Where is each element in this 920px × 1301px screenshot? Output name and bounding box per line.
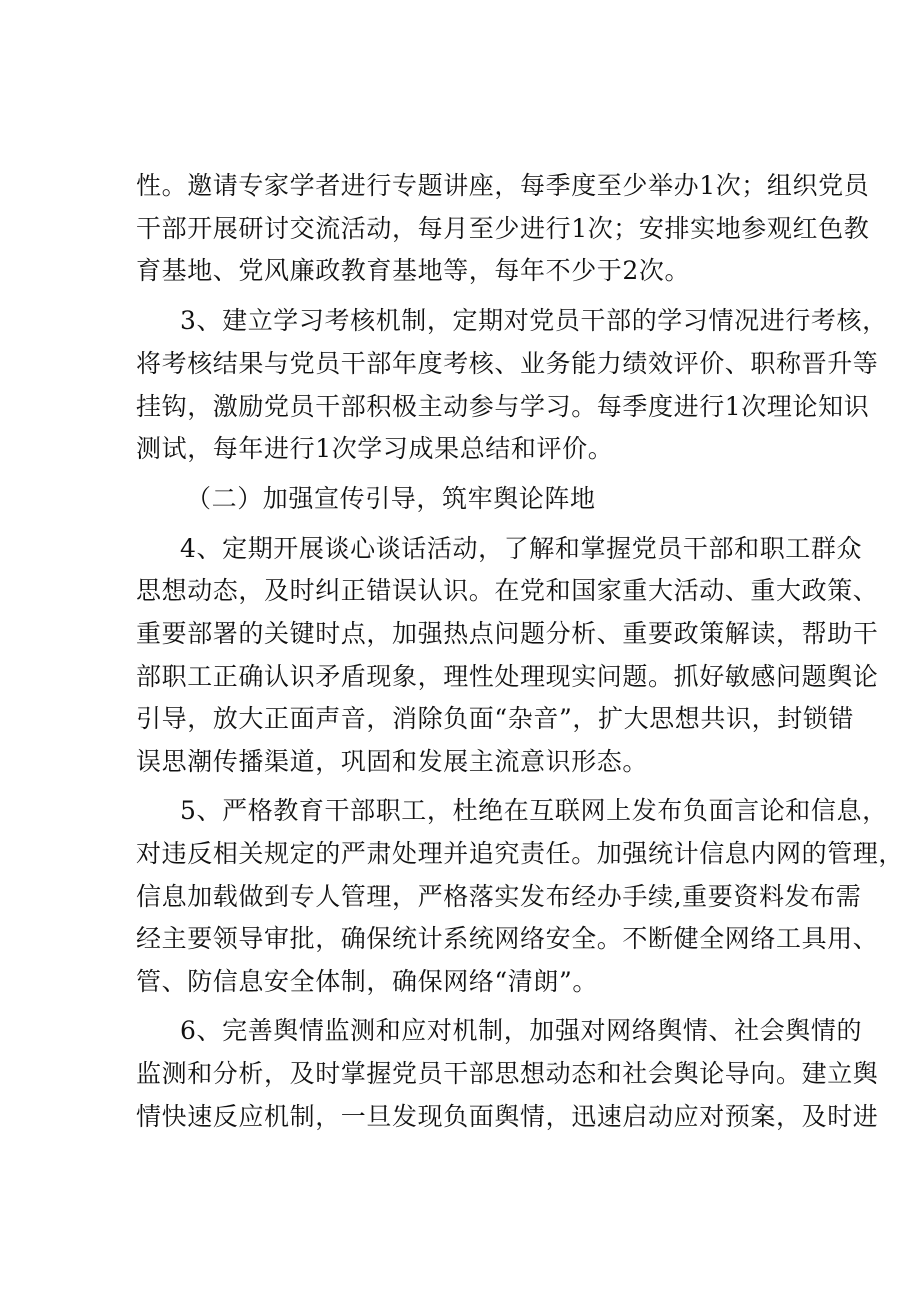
paragraph-line: 对违反相关规定的严肃处理并追究责任。加强统计信息内网的管理， bbox=[136, 839, 905, 868]
paragraph-line: 干部开展研讨交流活动，每月至少进行1次；安排实地参观红色教 bbox=[136, 214, 870, 243]
paragraph-line: 监测和分析，及时掌握党员干部思想动态和社会舆论导向。建立舆 bbox=[136, 1059, 879, 1088]
paragraph-line: 3、建立学习考核机制，定期对党员干部的学习情况进行考核， bbox=[180, 306, 888, 335]
paragraph-line: 部职工正确认识矛盾现象，理性处理现实问题。抓好敏感问题舆论 bbox=[136, 662, 879, 691]
paragraph-line: 重要部署的关键时点，加强热点问题分析、重要政策解读，帮助干 bbox=[136, 619, 879, 648]
paragraph-line: 误思潮传播渠道，巩固和发展主流意识形态。 bbox=[136, 747, 649, 776]
paragraph-line: 测试，每年进行1次学习成果总结和评价。 bbox=[136, 434, 614, 463]
paragraph-line: 信息加载做到专人管理，严格落实发布经办手续,重要资料发布需 bbox=[136, 882, 862, 911]
paragraph-line: 育基地、党风廉政教育基地等，每年不少于2次。 bbox=[136, 256, 691, 285]
paragraph-line: 4、定期开展谈心谈话活动，了解和掌握党员干部和职工群众 bbox=[180, 534, 863, 563]
paragraph-line: 将考核结果与党员干部年度考核、业务能力绩效评价、职称晋升等 bbox=[136, 349, 879, 378]
section-heading: （二）加强宣传引导，筑牢舆论阵地 bbox=[186, 484, 596, 513]
paragraph-line: 引导，放大正面声音，消除负面“杂音”，扩大思想共识，封锁错 bbox=[136, 704, 854, 733]
paragraph-line: 挂钩，激励党员干部积极主动参与学习。每季度进行1次理论知识 bbox=[136, 392, 870, 421]
paragraph-line: 经主要领导审批，确保统计系统网络安全。不断健全网络工具用、 bbox=[136, 924, 879, 953]
paragraph-line: 性。邀请专家学者进行专题讲座，每季度至少举办1次；组织党员 bbox=[136, 171, 870, 200]
paragraph-line: 6、完善舆情监测和应对机制，加强对网络舆情、社会舆情的 bbox=[180, 1016, 863, 1045]
paragraph-line: 情快速反应机制，一旦发现负面舆情，迅速启动应对预案，及时进 bbox=[136, 1102, 879, 1131]
paragraph-line: 思想动态，及时纠正错误认识。在党和国家重大活动、重大政策、 bbox=[136, 576, 879, 605]
paragraph-line: 管、防信息安全体制，确保网络“清朗”。 bbox=[136, 967, 598, 996]
paragraph-line: 5、严格教育干部职工，杜绝在互联网上发布负面言论和信息， bbox=[180, 796, 888, 825]
